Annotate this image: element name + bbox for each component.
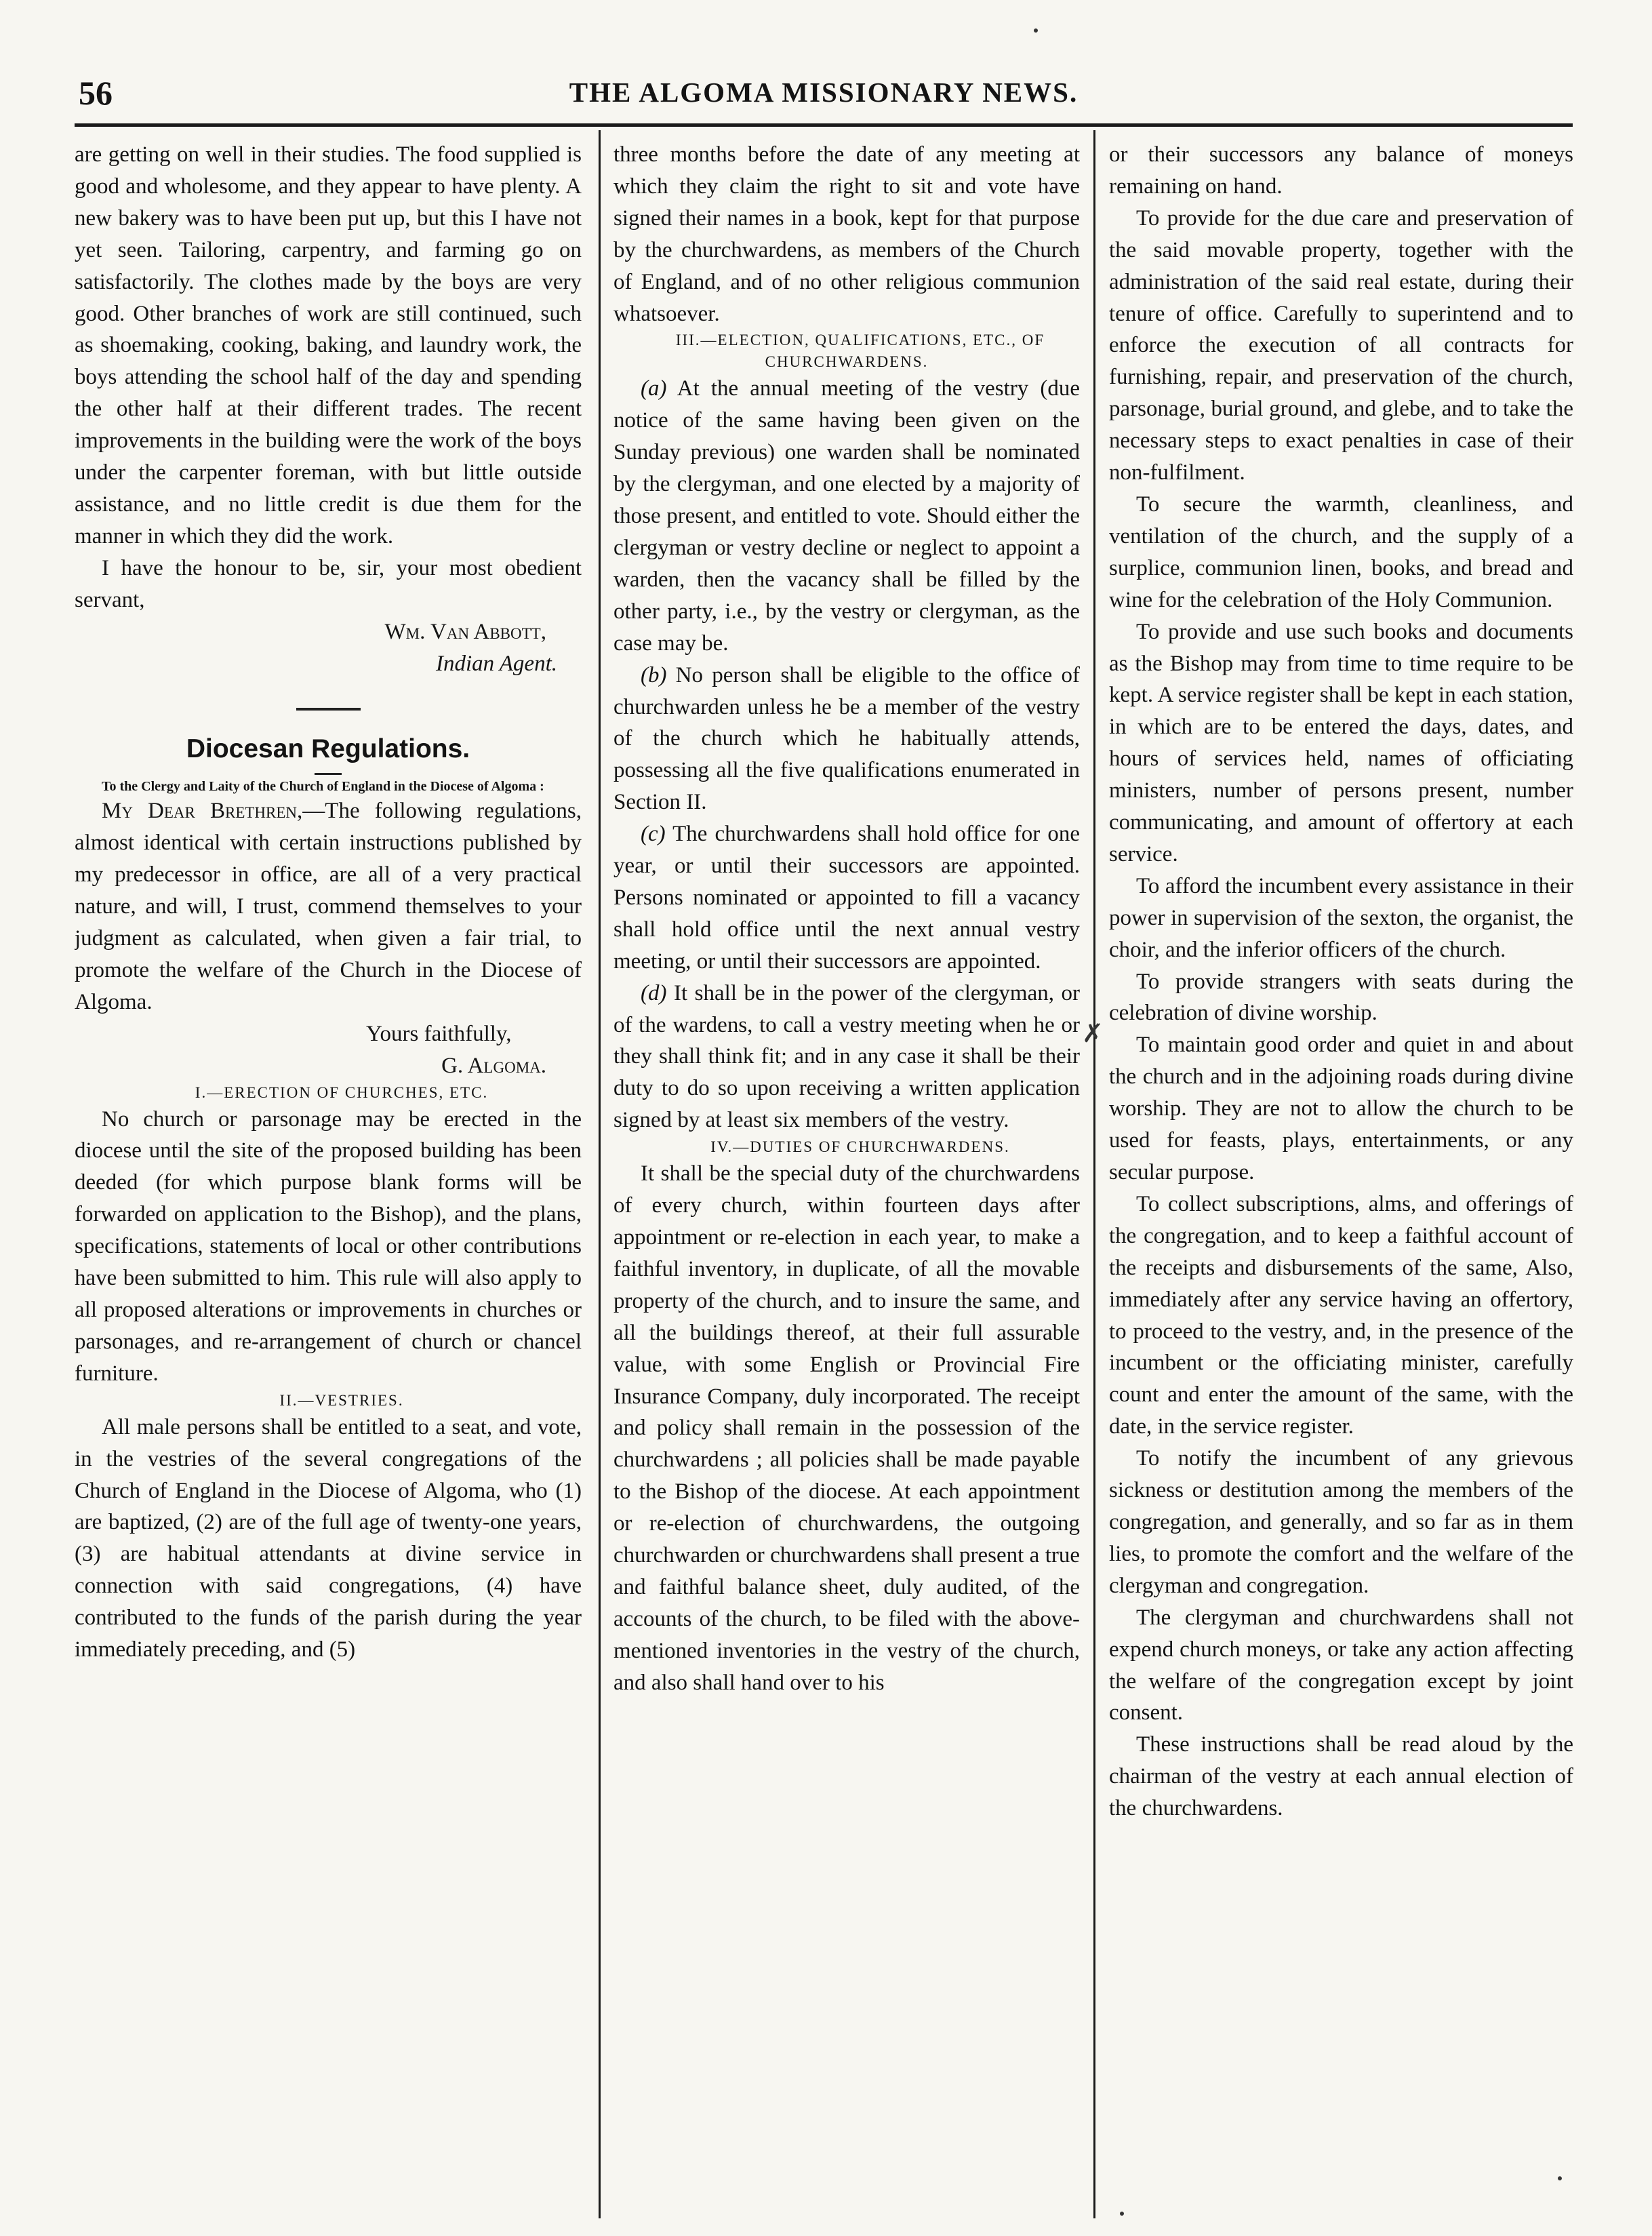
section-title: Diocesan Regulations. [186,734,470,764]
vestries-continuation: three months before the date of any meeting at which they claim the right to sit and vote have signed their names in a book, kept for that purpose by the churchwardens, as members of the Church of England, and of no other religious communion whatsoever. [613,142,1080,326]
clause-d [613,978,1080,1137]
rule-vestries: All male persons shall be entitled to a seat, and vote, in the vestries of the several congregations of the Church of England in the Diocese of Algoma, who (1) are baptized, (2) are of the full age of twenty-one years, (3) are habitual attendants at divine service in connection with said congregations, (4) have contributed to the funds of the parish during the year immediately preceding, and (5) [75,1414,582,1662]
clause-a [613,373,1080,659]
agent-title: Indian Agent. [435,651,557,676]
section-heading-duties: IV.—DUTIES OF CHURCHWARDENS. [710,1138,1010,1156]
header-rule [75,123,1573,127]
column-divider-right [1093,130,1095,2218]
clause-b-label: (b) [641,662,667,687]
clause-a-label: (a) [641,376,667,401]
clause-d-text: It shall be in the power of the clergyman, or of the wardens, to call a vestry meeting when he or they shall think fit; and in any case it shall be their duty to do so upon receiving a written application signed by at least six members of the vestry. [613,980,1080,1133]
column-divider-left [599,130,601,2218]
clause-b [613,660,1080,819]
letter-text: —The following regulations, almost identical with certain instructions published by my predecessor in office, are all of a very practical nature, and will, I trust, commend themselves to your judgment as calculated, when given a fair trial, to promote the welfare of the Church in the Diocese of Algoma. [75,799,582,1014]
page-number: 56 [79,74,113,112]
joint-consent: The clergyman and churchwardens shall not expend church moneys, or take any action affecting the welfare of the congregation except by joint consent. [1109,1605,1573,1725]
rule-erection: No church or parsonage may be erected in the diocese until the site of the proposed building has been deeded (for which purpose blank forms will be forwarded on application to the Bishop), and the plans, specifications, statements of local or other contributions have been submitted to him. This rule will also apply to all proposed alterations or improvements in churches or parsonages, and re-arrangement of church or chancel furniture. [75,1106,582,1386]
running-title: THE ALGOMA MISSIONARY NEWS. [569,77,1079,108]
clause-d-label: (d) [641,980,667,1005]
section-heading-vestries: II.—VESTRIES. [279,1391,404,1409]
ink-speck [1034,28,1038,33]
salutation: My Dear Brethren, [102,799,303,824]
margin-mark: ✗ [1082,1018,1104,1048]
bishop-signature: G. Algoma. [441,1053,546,1078]
clause-c-label: (c) [641,822,666,847]
clause-c [613,818,1080,978]
column-1 [75,139,582,2207]
column-3 [1109,139,1573,2207]
ink-speck [1558,2176,1562,2180]
section-heading-erection: I.—ERECTION OF CHURCHES, ETC. [195,1083,489,1101]
duty-seats: To provide strangers with seats during the celebration of divine worship. [1109,969,1573,1026]
letter-closing: Yours faithfully, [366,1021,512,1046]
duty-collections: To collect subscriptions, alms, and offerings of the congregation, and to keep a faithful account of the receipts and disbursements of the same, Also, immediately after any service having an offertory, to proceed to the vestry, and, in the presence of the incumbent or the officiating minister, carefully count and enter the amount of the same, with the date, in the service register. [1109,1191,1573,1439]
duties-continuation: or their successors any balance of moneys remaining on hand. [1109,142,1573,199]
duty-notify: To notify the incumbent of any grievous sickness or destitution among the members of the congregation, and generally, and so far as in them lies, to promote the comfort and the welfare of the clergyman and congregation. [1109,1446,1573,1598]
clause-c-text: The churchwardens shall hold office for one year, or until their successors are appointed. Persons nominated or appointed to fill a vacancy shall hold office until the next annual vestry meeting, or until their successors are appointed. [613,822,1080,974]
clause-a-text: At the annual meeting of the vestry (due notice of the same having been given on the Sunday previous) one warden shall be nominated by the clergyman, and one elected by a majority of those present, and entitled to vote. Should either the clergyman or vestry decline or neglect to appoint a warden, then the vacancy shall be filled by the other party, i.e., by the vestry or clergyman, as the case may be. [613,376,1080,656]
clause-b-text: No person shall be eligible to the office of churchwarden unless he be a member of the vestry of the church which he habitually attends, possessing all the five qualifications enumerated in Section II. [613,662,1080,815]
column-2 [613,139,1080,2207]
duty-property: To provide for the due care and preservation of the said movable property, together with the administration of the said real estate, during their tenure of office. Carefully to superintend and to enforce the execution of all contracts for furnishing, repair, and preservation of the church, parsonage, burial ground, and glebe, and to take the necessary steps to exact penalties in case of their non-fulfilment. [1109,205,1573,485]
section-heading-election: III.—ELECTION, QUALIFICATIONS, ETC., OF CHURCHWARDENS. [675,332,1045,371]
title-divider [315,773,342,775]
report-closing: I have the honour to be, sir, your most obedient servant, [75,555,582,612]
agent-signature: Wm. Van Abbott, [384,619,546,644]
read-aloud: These instructions shall be read aloud by the chairman of the vestry at each annual election of the churchwardens. [1109,1732,1573,1821]
section-divider [296,708,361,711]
letter-body [75,795,582,1018]
duty-order: To maintain good order and quiet in and about the church and in the adjoining roads during divine worship. They are not to allow the church to be used for feasts, plays, entertainments, or any secular purpose. [1109,1033,1573,1184]
letter-address: To the Clergy and Laity of the Church of England in the Diocese of Algoma : [102,779,544,795]
ink-speck [1120,2212,1124,2216]
page-header [75,73,1573,117]
duty-warmth: To secure the warmth, cleanliness, and ventilation of the church, and the supply of a surplice, communion linen, books, and bread and wine for the celebration of the Holy Communion. [1109,492,1573,612]
duty-books: To provide and use such books and documents as the Bishop may from time to time require to be kept. A service register shall be kept in each station, in which are to be entered the days, dates, and hours of services held, names of officiating ministers, number of persons present, number communicating, and amount of offertory at each service. [1109,619,1573,866]
duty-assistance: To afford the incumbent every assistance in their power in supervision of the sexton, the organist, the choir, and the inferior officers of the church. [1109,873,1573,962]
report-continuation: are getting on well in their studies. The food supplied is good and wholesome, and they appear to have plenty. A new bakery was to have been put up, but this I have not yet seen. Tailoring, carpentry, and farming go on satisfactorily. The clothes made by the boys are very good. Other branches of work are still continued, such as shoemaking, cooking, baking, and laundry work, the boys attending the school half of the day and spending the other half at their different trades. The recent improvements in the building were the work of the boys under the carpenter foreman, with but little outside assistance, and no little credit is due them for the manner in which they did the work. [75,142,582,548]
duties-intro: It shall be the special duty of the churchwardens of every church, within fourteen days after appointment or re-election in each year, to make a faithful inventory, in duplicate, of all the movable property of the church, and to insure the same, and all the buildings thereof, at their full assurable value, with some English or Provincial Fire Insurance Company, duly incorporated. The receipt and policy shall remain in the possession of the churchwardens ; all policies shall be made payable to the Bishop of the diocese. At each appointment or re-election of churchwardens, the outgoing churchwarden or churchwardens shall present a true and faithful balance sheet, duly audited, of the accounts of the church, to be filed with the above-mentioned inventories in the vestry of the church, and also shall hand over to his [613,1161,1080,1695]
